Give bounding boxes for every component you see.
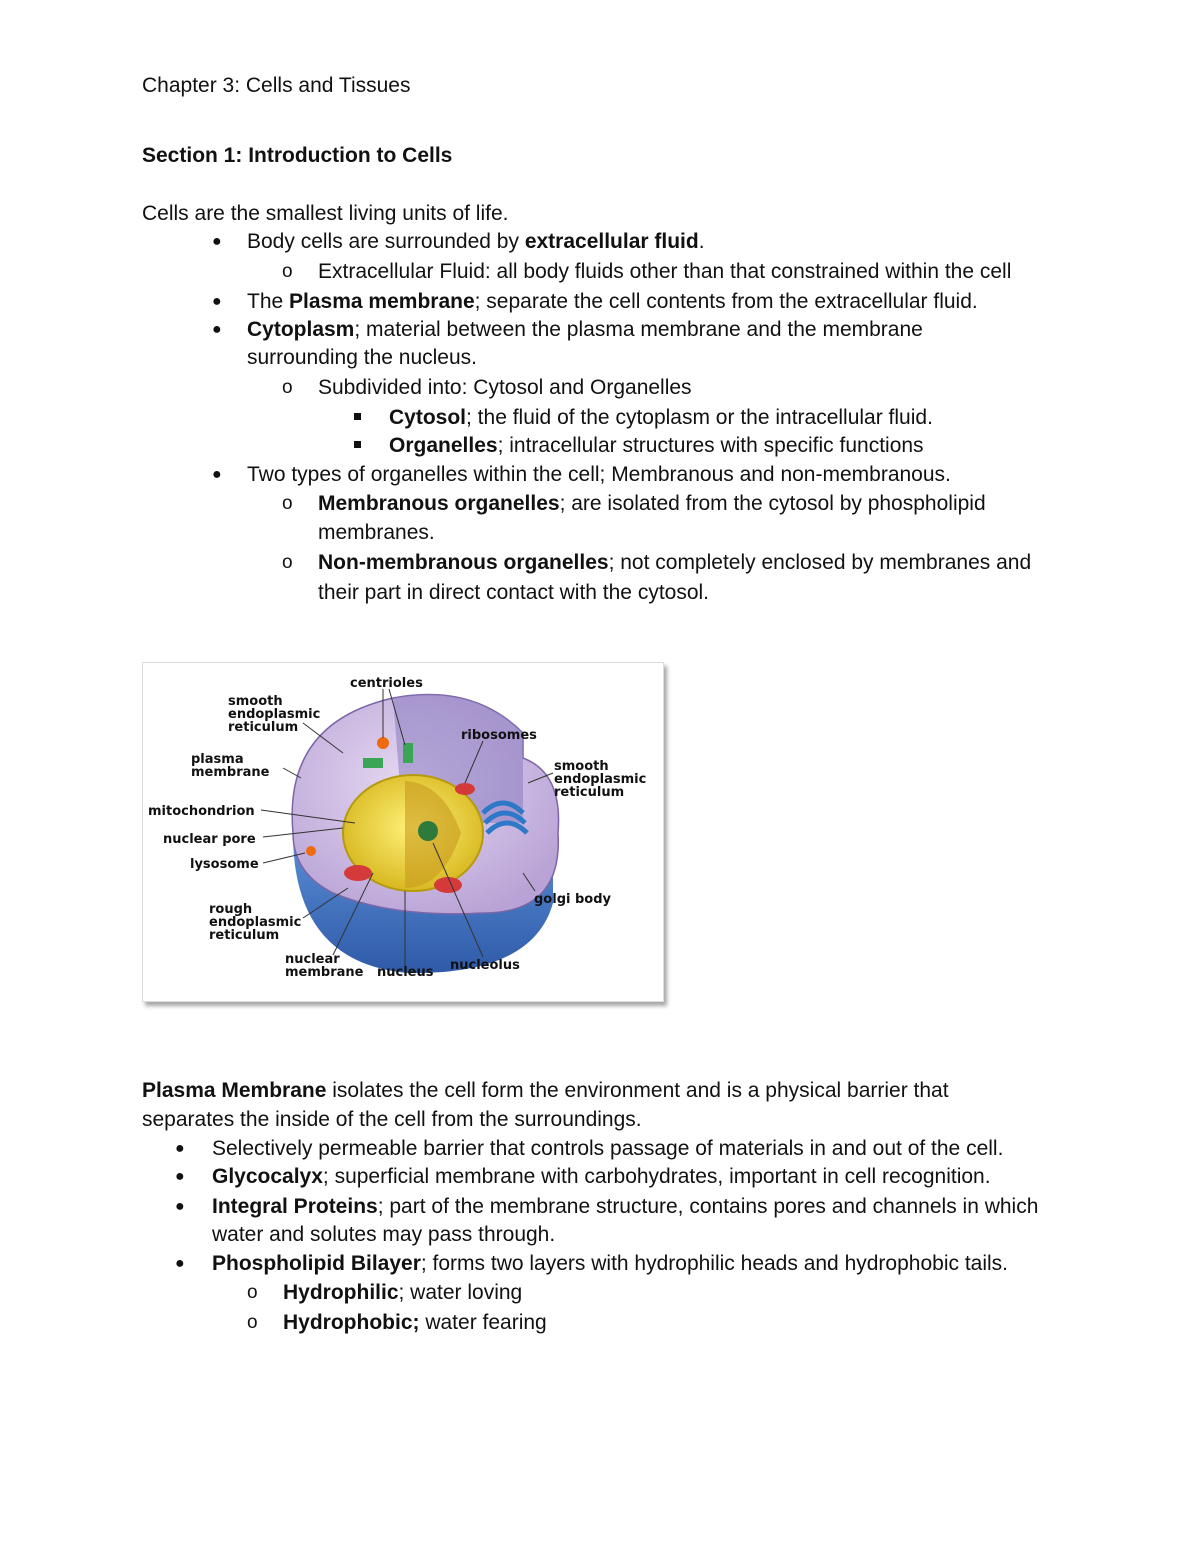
- item-text: ; the fluid of the cytoplasm or the intracellular fluid.: [466, 406, 933, 429]
- cell-diagram: [142, 662, 664, 1002]
- bullet-icon: ●: [175, 1140, 185, 1157]
- paragraph-bold-term: Plasma Membrane: [142, 1079, 327, 1102]
- item-bold-term: Membranous organelles: [318, 492, 560, 515]
- item-bold-term: Cytoplasm: [247, 318, 355, 341]
- centriole-shape: [363, 758, 383, 768]
- label-rough-er: rough: [209, 902, 253, 917]
- bullet-icon: ●: [175, 1168, 185, 1185]
- item-text: water fearing: [419, 1311, 547, 1334]
- label-plasma-membrane: membrane: [191, 765, 270, 780]
- hollow-bullet-icon: o: [282, 261, 293, 282]
- label-smooth-er-right: endoplasmic: [554, 772, 647, 787]
- paragraph: [142, 1078, 949, 1104]
- label-nuclear-pore: nuclear pore: [163, 832, 256, 847]
- paragraph-text: isolates the cell form the environment and is a physical barrier that: [326, 1079, 949, 1102]
- list-item: [212, 1251, 1008, 1277]
- item-bold-term: Phospholipid Bilayer: [212, 1252, 421, 1275]
- centriole-shape: [403, 743, 413, 763]
- item-bold-term: Plasma membrane: [289, 290, 475, 313]
- item-text: The: [247, 290, 290, 313]
- item-text: ; forms two layers with hydrophilic heads and hydrophobic tails.: [420, 1252, 1008, 1275]
- list-item: Two types of organelles within the cell; Membranous and non-membranous.: [247, 463, 951, 486]
- item-bold-term: Integral Proteins: [212, 1195, 378, 1218]
- label-centrioles: centrioles: [350, 676, 423, 691]
- label-nucleus: nucleus: [377, 965, 434, 980]
- hollow-bullet-icon: o: [282, 552, 293, 573]
- section-heading: Section 1: Introduction to Cells: [142, 144, 453, 167]
- label-plasma-membrane: plasma: [191, 752, 244, 767]
- label-smooth-er-left: reticulum: [228, 720, 299, 735]
- label-mitochondrion: mitochondrion: [148, 804, 255, 819]
- item-bold-term: Organelles: [389, 434, 498, 457]
- item-text: ; separate the cell contents from the extracellular fluid.: [474, 290, 978, 313]
- item-text: ; not completely enclosed by membranes and: [608, 551, 1032, 574]
- label-rough-er: endoplasmic: [209, 915, 302, 930]
- item-bold-term: extracellular fluid: [524, 230, 699, 253]
- label-smooth-er-right: reticulum: [554, 785, 625, 800]
- list-subitem-continuation: membranes.: [318, 521, 435, 544]
- hollow-bullet-icon: o: [282, 377, 293, 398]
- nucleolus-shape: [418, 821, 438, 841]
- label-nuclear-membrane: membrane: [285, 965, 364, 980]
- item-bold-term: Hydrophilic: [283, 1281, 399, 1304]
- list-subitem: Extracellular Fluid: all body fluids other than that constrained within the cell: [318, 260, 1012, 283]
- list-item: [247, 289, 978, 315]
- mitochondrion-shape: [344, 865, 372, 881]
- item-text: ; intracellular structures with specific functions: [497, 434, 924, 457]
- label-smooth-er-left: smooth: [228, 694, 283, 709]
- list-subitem-continuation: their part in direct contact with the cytosol.: [318, 581, 710, 604]
- list-subitem: [283, 1310, 547, 1336]
- hollow-bullet-icon: o: [247, 1312, 258, 1333]
- label-lysosome: lysosome: [190, 857, 259, 872]
- list-item-continuation: water and solutes may pass through.: [212, 1223, 556, 1246]
- list-subitem: Subdivided into: Cytosol and Organelles: [318, 376, 692, 399]
- mitochondrion-shape: [434, 877, 462, 893]
- item-text: ; superficial membrane with carbohydrates, important in cell recognition.: [322, 1165, 991, 1188]
- item-bold-term: Non-membranous organelles: [318, 551, 609, 574]
- list-item: Selectively permeable barrier that controls passage of materials in and out of the cell.: [212, 1137, 1004, 1160]
- paragraph-continuation: separates the inside of the cell from the surroundings.: [142, 1108, 642, 1131]
- label-rough-er: reticulum: [209, 928, 280, 943]
- label-nuclear-membrane: nuclear: [285, 952, 340, 967]
- item-text: Body cells are surrounded by: [247, 230, 525, 253]
- list-subitem: [318, 491, 986, 517]
- bullet-icon: ●: [175, 1198, 185, 1215]
- mitochondrion-shape: [455, 783, 475, 795]
- bullet-icon: ●: [212, 321, 222, 338]
- label-smooth-er-left: endoplasmic: [228, 707, 321, 722]
- bullet-icon: ●: [212, 466, 222, 483]
- list-item: [247, 229, 705, 255]
- bullet-icon: ●: [175, 1255, 185, 1272]
- label-ribosomes: ribosomes: [461, 728, 537, 743]
- hollow-bullet-icon: o: [247, 1282, 258, 1303]
- square-bullet-icon: [354, 413, 361, 420]
- item-bold-term: Cytosol: [389, 406, 467, 429]
- item-text: ; are isolated from the cytosol by phospholipid: [559, 492, 986, 515]
- item-text: .: [698, 230, 705, 253]
- list-item: [212, 1164, 991, 1190]
- cell-illustration: [143, 663, 663, 1001]
- item-bold-term: Glycocalyx: [212, 1165, 323, 1188]
- lysosome-shape: [377, 737, 389, 749]
- list-subsubitem: [389, 433, 924, 459]
- list-item: [247, 317, 923, 343]
- list-item-continuation: surrounding the nucleus.: [247, 346, 477, 369]
- list-subitem: [318, 550, 1031, 576]
- label-smooth-er-right: smooth: [554, 759, 609, 774]
- intro-text: Cells are the smallest living units of life.: [142, 202, 509, 225]
- bullet-icon: ●: [212, 293, 222, 310]
- lysosome-shape: [306, 846, 316, 856]
- label-golgi-body: golgi body: [534, 892, 611, 907]
- item-text: ; water loving: [398, 1281, 523, 1304]
- list-subitem: [283, 1280, 522, 1306]
- hollow-bullet-icon: o: [282, 493, 293, 514]
- item-bold-term: Hydrophobic;: [283, 1311, 420, 1334]
- label-nucleolus: nucleolus: [450, 958, 520, 973]
- item-text: ; part of the membrane structure, contains pores and channels in which: [377, 1195, 1039, 1218]
- item-text: ; material between the plasma membrane and the membrane: [354, 318, 923, 341]
- bullet-icon: ●: [212, 233, 222, 250]
- chapter-title: Chapter 3: Cells and Tissues: [142, 74, 411, 97]
- list-subsubitem: [389, 405, 933, 431]
- list-item: [212, 1194, 1038, 1220]
- square-bullet-icon: [354, 441, 361, 448]
